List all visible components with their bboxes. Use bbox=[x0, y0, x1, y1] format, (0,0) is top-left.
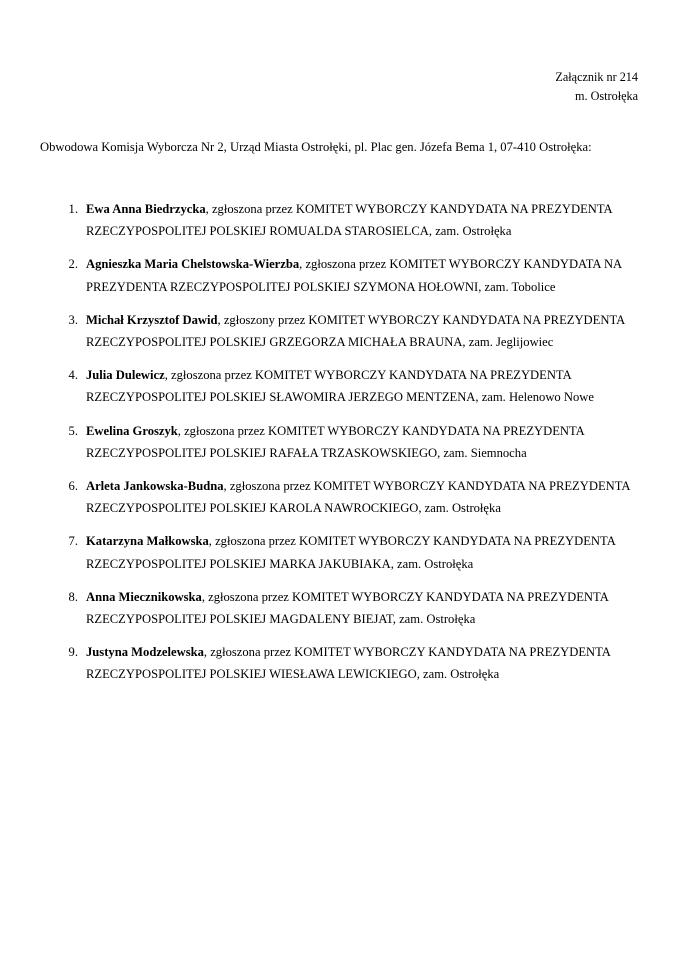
list-item-number: 3. bbox=[68, 312, 78, 327]
member-name: Ewelina Groszyk bbox=[86, 423, 178, 438]
member-committee-details: , zgłoszona przez KOMITET WYBORCZY KANDYDATA NA PREZYDENTA RZECZYPOSPOLITEJ POLSKIEJ RAFAŁA TRZASKOWSKIEGO, zam. Siemnocha bbox=[86, 423, 585, 460]
committee-members-list bbox=[40, 198, 640, 697]
list-item-number: 7. bbox=[68, 534, 78, 549]
list-item bbox=[40, 309, 640, 353]
list-item-number: 9. bbox=[68, 645, 78, 660]
member-committee-details: , zgłoszona przez KOMITET WYBORCZY KANDYDATA NA PREZYDENTA RZECZYPOSPOLITEJ POLSKIEJ MAGDALENY BIEJAT, zam. Ostrołęka bbox=[86, 589, 609, 627]
list-item-number: 8. bbox=[68, 589, 78, 604]
member-name: Agnieszka Maria Chelstowska-Wierzba bbox=[86, 257, 300, 272]
list-item-body bbox=[86, 475, 640, 519]
member-name: Katarzyna Małkowska bbox=[86, 534, 209, 549]
member-committee-details: , zgłoszona przez KOMITET WYBORCZY KANDYDATA NA PREZYDENTA RZECZYPOSPOLITEJ POLSKIEJ SŁAWOMIRA JERZEGO MENTZENA, zam. Helenowo Nowe bbox=[86, 368, 594, 405]
member-name: Arleta Jankowska-Budna bbox=[86, 479, 224, 494]
member-committee-details: , zgłoszona przez KOMITET WYBORCZY KANDYDATA NA PREZYDENTA RZECZYPOSPOLITEJ POLSKIEJ MARKA JAKUBIAKA, zam. Ostrołęka bbox=[86, 534, 616, 571]
list-item-body bbox=[86, 641, 640, 685]
member-name: Ewa Anna Biedrzycka bbox=[86, 202, 206, 216]
list-item bbox=[40, 641, 640, 685]
member-committee-details: , zgłoszona przez KOMITET WYBORCZY KANDYDATA NA PREZYDENTA RZECZYPOSPOLITEJ POLSKIEJ SZYMONA HOŁOWNI, zam. Tobolice bbox=[86, 257, 622, 294]
list-item-body bbox=[86, 420, 640, 464]
list-item-body bbox=[86, 309, 640, 353]
member-name: Julia Dulewicz bbox=[86, 368, 165, 383]
member-name: Michał Krzysztof Dawid bbox=[86, 312, 218, 327]
list-item-number: 2. bbox=[68, 257, 78, 272]
list-item-body bbox=[86, 198, 640, 242]
list-item-body bbox=[86, 530, 640, 574]
member-committee-details: , zgłoszona przez KOMITET WYBORCZY KANDYDATA NA PREZYDENTA RZECZYPOSPOLITEJ POLSKIEJ KAROLA NAWROCKIEGO, zam. Ostrołęka bbox=[86, 479, 630, 516]
list-item bbox=[40, 586, 640, 630]
list-item-number: 1. bbox=[68, 202, 78, 216]
member-committee-details: , zgłoszona przez KOMITET WYBORCZY KANDYDATA NA PREZYDENTA RZECZYPOSPOLITEJ POLSKIEJ WIESŁAWA LEWICKIEGO, zam. Ostrołęka bbox=[86, 645, 611, 682]
document-header bbox=[555, 68, 638, 106]
list-item bbox=[40, 530, 640, 574]
member-name: Justyna Modzelewska bbox=[86, 645, 204, 660]
list-item bbox=[40, 198, 640, 242]
list-item-body bbox=[86, 364, 640, 408]
member-committee-details: , zgłoszona przez KOMITET WYBORCZY KANDYDATA NA PREZYDENTA RZECZYPOSPOLITEJ POLSKIEJ ROMUALDA STAROSIELCA, zam. Ostrołęka bbox=[86, 202, 612, 239]
list-item-body bbox=[86, 253, 640, 297]
list-item-number: 4. bbox=[68, 368, 78, 383]
list-item-number: 5. bbox=[68, 423, 78, 438]
list-item-number: 6. bbox=[68, 479, 78, 494]
member-name: Anna Miecznikowska bbox=[86, 589, 202, 604]
commission-description: Obwodowa Komisja Wyborcza Nr 2, Urząd Miasta Ostrołęki, pl. Plac gen. Józefa Bema 1, 07-410 Ostrołęka: bbox=[40, 139, 592, 154]
attachment-number: Załącznik nr 214 bbox=[555, 70, 638, 84]
list-item bbox=[40, 364, 640, 408]
list-item-body bbox=[86, 586, 640, 630]
list-item bbox=[40, 475, 640, 519]
member-committee-details: , zgłoszony przez KOMITET WYBORCZY KANDYDATA NA PREZYDENTA RZECZYPOSPOLITEJ POLSKIEJ GRZEGORZA MICHAŁA BRAUNA, zam. Jeglijowiec bbox=[86, 312, 625, 350]
municipality-name: m. Ostrołęka bbox=[575, 89, 638, 103]
list-item bbox=[40, 420, 640, 464]
list-item bbox=[40, 253, 640, 297]
